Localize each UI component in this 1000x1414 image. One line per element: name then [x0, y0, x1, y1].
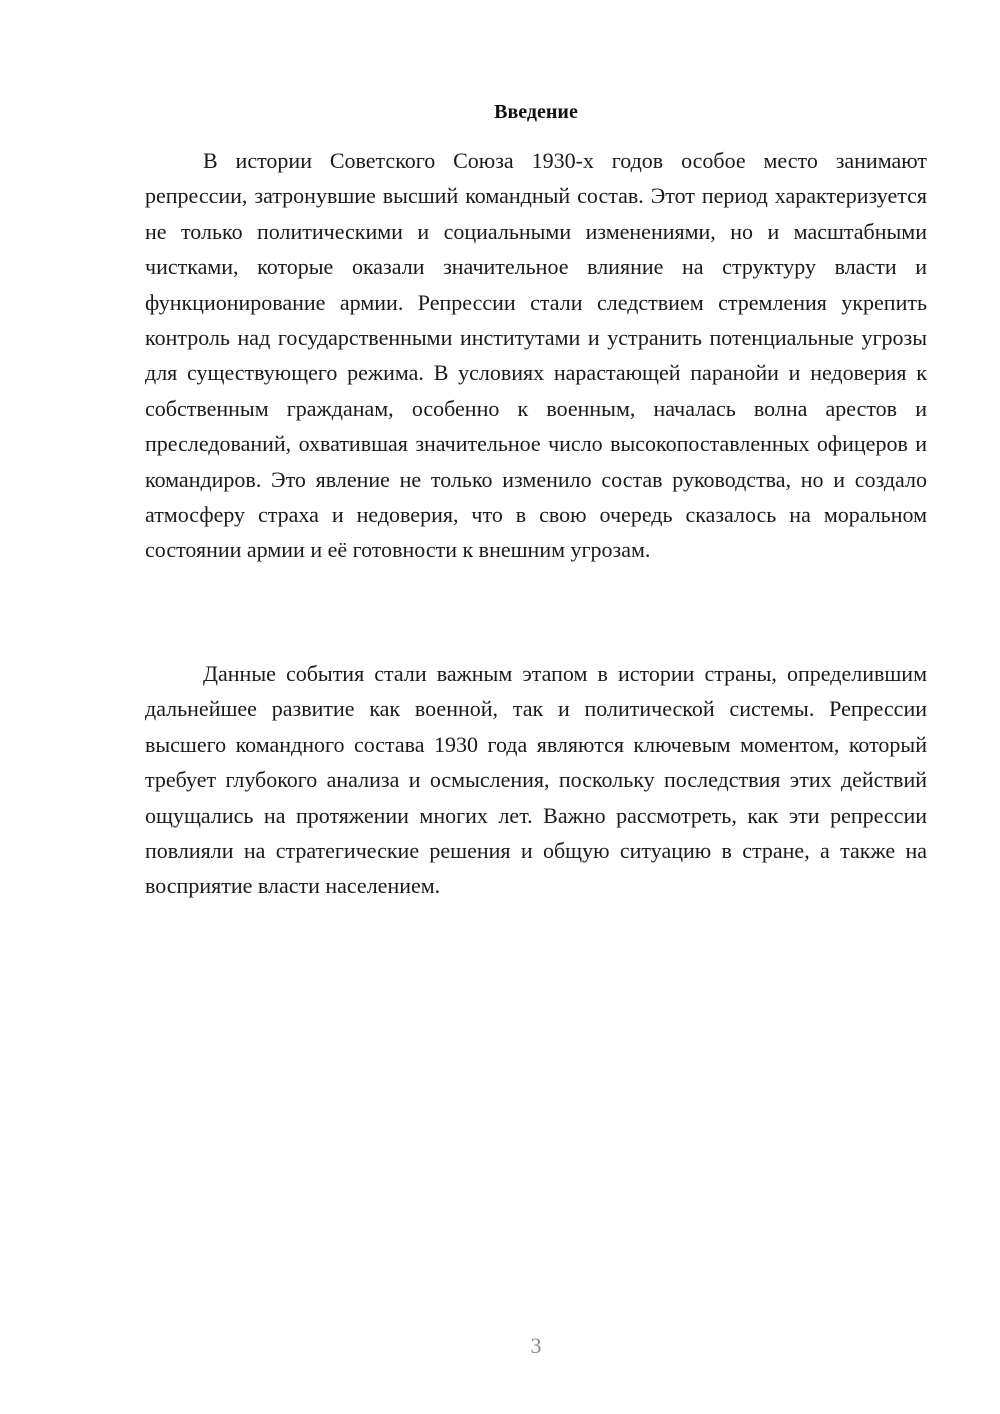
section-heading: Введение: [494, 101, 578, 123]
page-number: 3: [530, 1333, 542, 1358]
paragraph-1: В истории Советского Союза 1930-х годов особое место занимают репрессии, затронувшие высший командный состав. Этот период характеризуется не только политическими и социальными изменениями, но и масштабными чистками, которые оказали значительное влияние на структуру власти и функционирование армии. Репрессии стали следствием стремления укрепить контроль над государственными институтами и устранить потенциальные угрозы для существующего режима. В условиях нарастающей паранойи и недоверия к собственным гражданам, особенно к военным, началась волна арестов и преследований, охватившая значительное число высокопоставленных офицеров и командиров. Это явление не только изменило состав руководства, но и создало атмосферу страха и недоверия, что в свою очередь сказалось на моральном состоянии армии и её готовности к внешним угрозам.: [145, 148, 927, 563]
paragraph-2: Данные события стали важным этапом в истории страны, определившим дальнейшее развитие как военной, так и политической системы. Репрессии высшего командного состава 1930 года являются ключевым моментом, который требует глубокого анализа и осмысления, поскольку последствия этих действий ощущались на протяжении многих лет. Важно рассмотреть, как эти репрессии повлияли на стратегические решения и общую ситуацию в стране, а также на восприятие власти населением.: [145, 661, 927, 899]
